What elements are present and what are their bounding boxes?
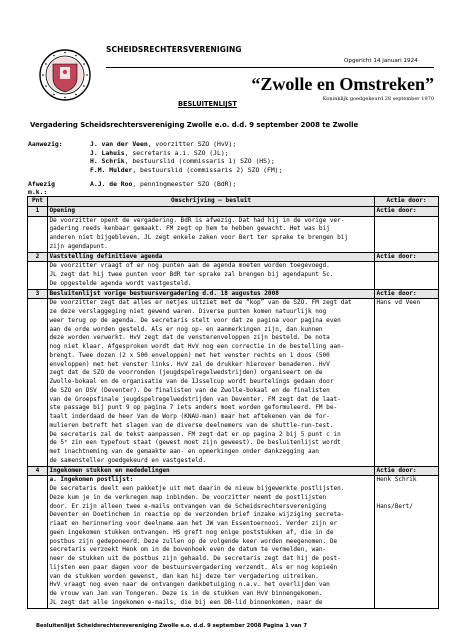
absentee-name: A.J. de Roo [90, 180, 133, 188]
attendee-name: F.M. Mulder [90, 165, 133, 174]
association-title: “Zwolle en Omstreken” [251, 74, 434, 94]
section-title: Vaststelling definitieve agenda [48, 252, 375, 262]
section-heading-row [28, 206, 439, 216]
absent-label: Afwezig m.k.: [28, 180, 55, 196]
document-label: BESLUITENLIJST [178, 100, 237, 108]
absentee-role: , penningmeester SZO (BdR); [132, 180, 237, 188]
attendee-role: , bestuurslid (commissaris 1) SZO (HS); [124, 157, 275, 165]
column-header-action: Actie door: [375, 197, 439, 207]
section-number: 3 [28, 289, 48, 299]
table-row [28, 476, 439, 608]
action-cell [375, 216, 439, 252]
action-header: Actie door: [375, 206, 439, 216]
description-cell [48, 476, 375, 608]
attendee-name: J. Lahuis [90, 148, 125, 157]
description-cell [48, 262, 375, 289]
section-title: Besluitenlijst vorige bestuursvergadering d.d. 18 augustus 2008 [48, 289, 375, 299]
minutes-text: De voorzitter zegt dat alles er netjes uitziet met de “kop” van de SZO. FM zegt dat ze deze verslaggeging niet gewend waren. Diverse punten komen natuurlijk nog weer terug op de agenda. De secretaris stelt voor dat ze pagina voor pagina even aan de orde worden gesteld. Als er nog op- en aanmerkingen zijn, dan kunnen deze worden verwerkt. HvV zegt dat de vensterenveloppen zijn besteld. De nota nog niet klaar. Afgesproken wordt dat HvV nog een correctie in de bestelling aan- brengt. Twee dozen (2 x 500 enveloppen) met het venster rechts en 1 doos (500 enveloppen) met het venster links. HvV zal de drukker hierover benaderen. HvV zegt dat de SZO de voorronden (jeugdspelregelwedstrijden) organiseert om de Zwolle-bokaal en de organisatie van de IJsselcup wordt beurtelings gedaan door de SZO en DSV (Deventer). De finalisten van de Zwolle-bokaal en de finalisten van de Groepsfinale jeugdspelregelwedstrijden van Deventer. FM zegt dat de laat- ste passage bij punt 9 op pagina 7 iets anders moet worden geformuleerd. FM be- taalt inderdaad de heer Van de Worp (KNAU-man) maar het aftekenen van de for- mulieren betreft het slagen van de diverse deelnemers van de shuttle-run-test. De secretaris zal de tekst aanpassen. FM zegt dat er op pagina 2 bij 5 punt c in de 5ᵉ zin een typefout staat (gewest moet zijn geweest). De besluitenlijst wordt met inachtneming van de gemaakte aan- en opmerkingen onder dankzegging aan de samensteller goedgekeurd en vastgesteld. [49, 299, 352, 464]
section-number: 4 [28, 466, 48, 476]
minutes-text: De voorzitter opent de vergadering. BdR is afwezig. Dat had hij in de vorige ver- gadering reeds kenbaar gemaakt. FM zegt op hem te hebben gewacht. Het was bij anderen niet bijgebleven. JL zegt enkele zaken voor Bert ter sprake te brengen bij zijn agendapunt. [49, 216, 349, 250]
description-cell [48, 299, 375, 466]
section-title: Opening [48, 206, 375, 216]
minutes-table [27, 196, 439, 609]
action-cell: Hans vd Veen [375, 299, 439, 466]
action-cell [375, 262, 439, 289]
row-number-cell [28, 476, 48, 608]
table-row [28, 262, 439, 289]
row-number-cell [28, 299, 48, 466]
table-row [28, 299, 439, 466]
action-header: Actie door: [375, 252, 439, 262]
page-footer: Besluitenlijst Scheidsrechtersvereniging Zwolle e.o. d.d. 9 september 2008 Pagina 1 van 7 [36, 623, 308, 629]
present-label: Aanwezig: [28, 140, 63, 148]
attendee-role: , bestuurslid (commissaris 2) SZO (FM); [132, 165, 283, 174]
table-row [28, 216, 439, 252]
section-title: Ingekomen stukken en mededelingen [48, 466, 375, 476]
founded-date: Opgericht 14 januari 1924 [344, 58, 418, 64]
column-header-number: Pnt [28, 197, 48, 207]
attendee-name: J. van der Veen [90, 140, 148, 148]
royal-approval: Koninklijk goedgekeurd 28 september 1970 [322, 96, 434, 102]
header-divider [106, 67, 434, 68]
minutes-text: De secretaris deelt een pakketje uit met daarin de nieuw bijgewerkte postlijsten. Deze kum je in de verkregen map inbinden. De voorzitter neemt de postlijsten door. Er zijn alleen twee e-mails ontvangen van de Scheidsrechtersvereniging Deventer en Doetinchem in reactie op de verzonden brief inzake wijziging secreta- riaat en herinnering voor deelname aan het JW van Essentoernooi. Verder zijn er geen ingekomen stukken ontvangen. HS greft nog enige poststukken af, die in de postbus zijn gedeponeerd. Deze zullen op de volgende keer worden meegenomen. De secretaris verzoekt Henk om in de bovenhoek even de datum te vermelden, wan- neer de stukken uit de postbus zijn gehaald. De secretaris zegt dat hij de post- lijsten een paar dagen voor de bestuursvergadering verzendt. Als er nog kopieën van de stukken worden gewenst, dan kan hij deze ter vergadering uitreiken. HvV vraagt nog even naar de ontvangen dankbetuiging n.a.v. het overlijden van de vrouw van Jan van Tongeren. Deze is in de stukken van HvV binnengekomen. JL zegt dat alle ingekomen e-mails, die bij een DB-lid binnenkomen, naar de [49, 485, 345, 606]
attendee-role: , voorzitter SZO (HvV); [147, 140, 237, 148]
attendee-name: H. Schrik [90, 157, 125, 165]
column-header-description: Omschrijving – besluit [48, 197, 375, 207]
section-heading-row [28, 252, 439, 262]
section-number: 2 [28, 252, 48, 262]
action-header: Actie door: [375, 466, 439, 476]
association-crest-icon [38, 48, 92, 102]
row-number-cell [28, 262, 48, 289]
subsection-title: a. Ingekomen postlijst: [49, 476, 134, 484]
section-heading-row [28, 466, 439, 476]
section-number: 1 [28, 206, 48, 216]
action-cell: Henk Schrik Hans/Bert/ [375, 476, 439, 608]
action-header: Actie door: [375, 289, 439, 299]
table-header-row [28, 197, 439, 207]
row-number-cell [28, 216, 48, 252]
minutes-text: De voorzitter vraagt of er nog punten aan de agenda moeten worden toegevoegd. JL zegt dat hij twee punten voor BdR ter sprake zal brengen bij agendapunt 5c. De opgestelde agenda wordt vastgesteld. [49, 262, 334, 287]
organisation-name: SCHEIDSRECHTERSVERENIGING [106, 45, 242, 54]
meeting-title: Vergadering Scheidsrechtersvereniging Zwolle e.o. d.d. 9 september 2008 te Zwolle [30, 121, 359, 129]
description-cell [48, 216, 375, 252]
attendee-role: , secretaris a.i. SZO (JL); [124, 148, 229, 157]
section-heading-row [28, 289, 439, 299]
